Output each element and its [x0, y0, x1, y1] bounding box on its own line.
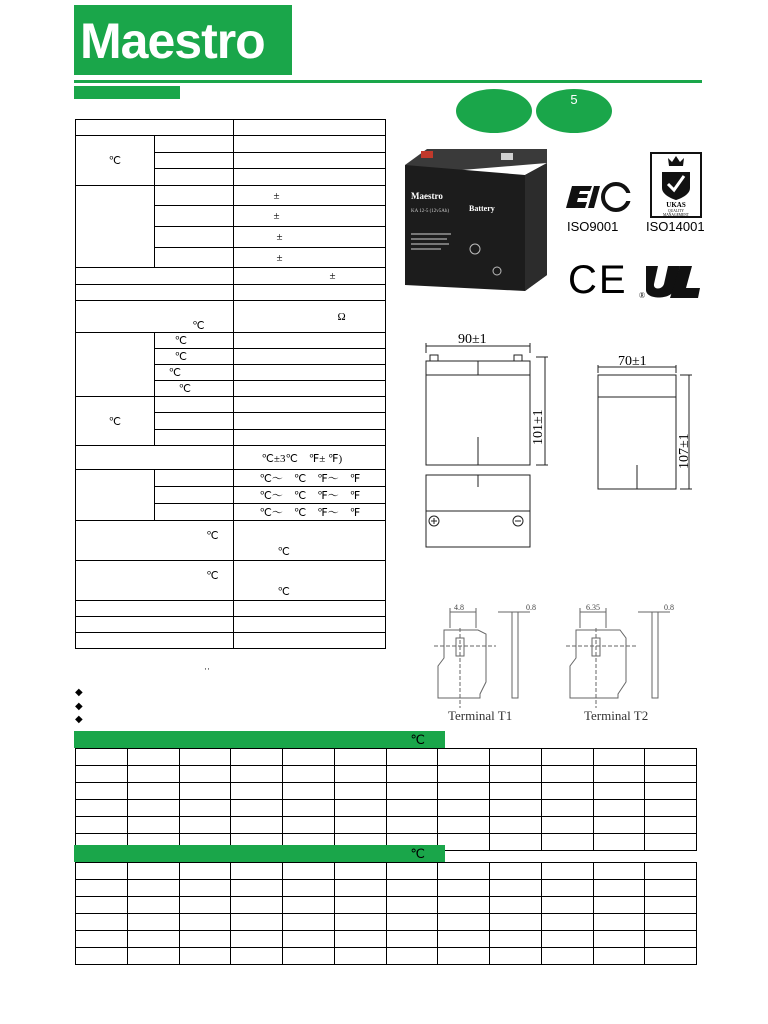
battery-label-word: Battery	[469, 204, 495, 213]
table-cell	[283, 914, 335, 931]
table-cell	[231, 863, 283, 880]
table-cell	[334, 931, 386, 948]
table-cell	[179, 897, 231, 914]
spec-cell	[154, 487, 233, 504]
table-cell	[438, 880, 490, 897]
table-cell	[179, 766, 231, 783]
table-cell	[386, 863, 438, 880]
side-width-label: 70±1	[618, 354, 647, 369]
spec-cell	[76, 186, 155, 268]
table-cell	[593, 914, 645, 931]
battery-photo	[397, 145, 555, 293]
ul-mark	[640, 262, 704, 302]
table-cell	[334, 800, 386, 817]
table-row	[76, 914, 697, 931]
spec-cell	[154, 413, 233, 430]
table-cell	[127, 914, 179, 931]
table-cell	[76, 897, 128, 914]
dimension-drawing	[400, 325, 710, 555]
spec-cell	[154, 153, 233, 169]
header-rule	[74, 80, 702, 83]
spec-cell	[233, 136, 385, 153]
table-cell	[490, 800, 542, 817]
spec-cell: ℃	[76, 397, 155, 446]
table-cell	[127, 749, 179, 766]
terminal-t1-label: Terminal T1	[448, 708, 513, 723]
table1-header-bar	[74, 731, 445, 748]
table-row	[76, 783, 697, 800]
table-cell	[334, 914, 386, 931]
spec-cell	[76, 633, 234, 649]
table-cell	[490, 834, 542, 851]
spec-cell	[154, 504, 233, 521]
table-row	[76, 931, 697, 948]
spec-cell: ±	[233, 186, 385, 206]
table-cell	[645, 834, 697, 851]
table-cell	[334, 897, 386, 914]
ukas-text-2: QUALITY	[668, 209, 684, 213]
spec-cell	[154, 430, 233, 446]
table-cell	[438, 914, 490, 931]
table-cell	[490, 783, 542, 800]
table-cell	[76, 800, 128, 817]
table-cell	[386, 766, 438, 783]
spec-cell: ℃	[76, 301, 234, 333]
spec-cell: ℃～ ℃ ℉～ ℉	[233, 487, 385, 504]
table-cell	[490, 897, 542, 914]
t2-dim-a: 6.35	[586, 603, 600, 612]
table-cell	[438, 948, 490, 965]
note-mark: ··	[204, 664, 210, 674]
table-cell	[541, 783, 593, 800]
table-cell	[179, 817, 231, 834]
table-cell	[231, 880, 283, 897]
discharge-table-1	[75, 748, 697, 851]
table-cell	[593, 783, 645, 800]
spec-cell: ℃	[76, 136, 155, 186]
table-cell	[334, 817, 386, 834]
table-cell	[593, 800, 645, 817]
spec-cell: ±	[233, 227, 385, 248]
spec-cell: ℃	[154, 365, 233, 381]
table-cell	[334, 783, 386, 800]
table-cell	[179, 749, 231, 766]
table-cell	[179, 863, 231, 880]
table-cell	[593, 880, 645, 897]
spec-cell: ℃	[154, 333, 233, 349]
spec-cell	[76, 617, 234, 633]
table-cell	[541, 880, 593, 897]
table-cell	[283, 863, 335, 880]
table-cell	[386, 800, 438, 817]
table-cell	[645, 749, 697, 766]
spec-cell: ℃	[154, 381, 233, 397]
table-cell	[231, 817, 283, 834]
ukas-logo	[650, 152, 702, 218]
spec-cell	[233, 285, 385, 301]
side-height-label: 107±1	[677, 433, 692, 469]
table-cell	[179, 880, 231, 897]
bullet-1: ◆	[75, 687, 83, 698]
table-cell	[283, 931, 335, 948]
table-cell	[438, 783, 490, 800]
t1-dim-a: 4.8	[454, 603, 464, 612]
table-cell	[231, 766, 283, 783]
table-cell	[386, 897, 438, 914]
table-cell	[334, 863, 386, 880]
table-cell	[490, 863, 542, 880]
spec-cell: ℃	[76, 521, 234, 561]
table-cell	[541, 800, 593, 817]
positive-terminal	[421, 151, 433, 158]
table-cell	[231, 931, 283, 948]
table-cell	[127, 766, 179, 783]
bullet-2: ◆	[75, 701, 83, 712]
table-cell	[593, 817, 645, 834]
table-cell	[231, 800, 283, 817]
spec-cell	[233, 413, 385, 430]
table-cell	[541, 897, 593, 914]
table-cell	[541, 863, 593, 880]
header-subbar	[74, 86, 180, 99]
table-cell	[334, 749, 386, 766]
table-cell	[76, 749, 128, 766]
table-cell	[127, 783, 179, 800]
registered-mark: ®	[639, 291, 646, 300]
pill-right-text: 5	[570, 92, 578, 107]
table-cell	[645, 863, 697, 880]
table-cell	[438, 766, 490, 783]
table-row	[76, 749, 697, 766]
table-cell	[541, 931, 593, 948]
table-row	[76, 817, 697, 834]
table-cell	[76, 863, 128, 880]
table-cell	[231, 897, 283, 914]
table-cell	[283, 783, 335, 800]
table-cell	[490, 880, 542, 897]
brand-name: Maestro	[80, 13, 265, 69]
table-cell	[386, 931, 438, 948]
table-cell	[541, 948, 593, 965]
spec-cell	[233, 153, 385, 169]
table-cell	[231, 783, 283, 800]
t2-dim-b: 0.8	[664, 603, 674, 612]
table-cell	[541, 914, 593, 931]
green-pill-right	[536, 89, 612, 133]
table-cell	[76, 766, 128, 783]
spec-cell	[154, 169, 233, 186]
spec-cell: ℃	[233, 561, 385, 601]
spec-cell: ℃～ ℃ ℉～ ℉	[233, 504, 385, 521]
spec-cell	[233, 430, 385, 446]
brand-logo	[74, 5, 292, 75]
table-cell	[593, 948, 645, 965]
battery-label-model: KA 12-5 (12v5Ah)	[411, 209, 450, 214]
table-cell	[127, 800, 179, 817]
table-cell	[490, 817, 542, 834]
table-cell	[386, 783, 438, 800]
spec-cell	[154, 248, 233, 268]
spec-cell	[76, 446, 234, 470]
table-cell	[76, 948, 128, 965]
spec-cell	[233, 633, 385, 649]
table-cell	[645, 880, 697, 897]
specification-table	[75, 119, 386, 649]
bullet-3: ◆	[75, 714, 83, 725]
table-cell	[541, 766, 593, 783]
table-cell	[541, 817, 593, 834]
table-cell	[438, 834, 490, 851]
table-cell	[438, 817, 490, 834]
spec-cell	[154, 136, 233, 153]
front-width-label: 90±1	[458, 332, 487, 347]
table-cell	[334, 948, 386, 965]
table-cell	[283, 800, 335, 817]
table-row	[76, 948, 697, 965]
table-cell	[179, 800, 231, 817]
spec-cell	[233, 333, 385, 349]
ukas-text-3: MANAGEMENT	[663, 213, 689, 217]
iso9001-label: ISO9001	[567, 219, 619, 234]
table-cell	[179, 931, 231, 948]
table-cell	[438, 863, 490, 880]
spec-cell: ±	[233, 268, 385, 285]
front-height-label: 101±1	[531, 409, 546, 445]
table-row	[76, 766, 697, 783]
table-cell	[645, 914, 697, 931]
spec-cell	[233, 365, 385, 381]
table-row	[76, 800, 697, 817]
table-cell	[127, 897, 179, 914]
table-cell	[490, 749, 542, 766]
table-cell	[179, 948, 231, 965]
table2-header-bar	[74, 845, 445, 862]
table-cell	[438, 800, 490, 817]
spec-cell	[76, 470, 155, 521]
terminal-t2-label: Terminal T2	[584, 708, 649, 723]
table-cell	[541, 749, 593, 766]
table-cell	[283, 880, 335, 897]
battery-label-brand: Maestro	[411, 191, 443, 201]
table2-header-unit: ℃	[410, 846, 425, 861]
table-cell	[490, 931, 542, 948]
spec-cell	[233, 601, 385, 617]
table-cell	[76, 783, 128, 800]
table-cell	[334, 766, 386, 783]
table-cell	[645, 800, 697, 817]
spec-cell	[76, 268, 234, 285]
table-cell	[179, 914, 231, 931]
spec-cell	[154, 186, 233, 206]
spec-cell	[76, 601, 234, 617]
iso14001-label: ISO14001	[646, 219, 705, 234]
table-cell	[127, 817, 179, 834]
table-cell	[490, 766, 542, 783]
table-cell	[490, 914, 542, 931]
spec-cell	[233, 617, 385, 633]
spec-cell	[154, 470, 233, 487]
table-cell	[593, 931, 645, 948]
spec-cell: ℃±3℃ ℉± ℉)	[233, 446, 385, 470]
ukas-text-1: UKAS	[666, 201, 686, 209]
table-cell	[593, 749, 645, 766]
table-cell	[386, 817, 438, 834]
table-cell	[645, 897, 697, 914]
table-cell	[386, 948, 438, 965]
table-cell	[127, 931, 179, 948]
table-cell	[283, 948, 335, 965]
table-cell	[76, 817, 128, 834]
table-cell	[386, 749, 438, 766]
table-cell	[593, 863, 645, 880]
table-cell	[593, 834, 645, 851]
t1-dim-b: 0.8	[526, 603, 536, 612]
green-pill-left	[456, 89, 532, 133]
table-cell	[231, 749, 283, 766]
spec-cell	[233, 349, 385, 365]
spec-cell	[154, 206, 233, 227]
table-cell	[76, 931, 128, 948]
table-cell	[645, 817, 697, 834]
spec-cell: ℃～ ℃ ℉～ ℉	[233, 470, 385, 487]
negative-terminal	[501, 153, 513, 160]
spec-cell: ℃	[154, 349, 233, 365]
table-cell	[593, 897, 645, 914]
table-cell	[127, 863, 179, 880]
spec-cell: ±	[233, 206, 385, 227]
terminal-drawing	[430, 598, 710, 726]
spec-cell	[76, 285, 234, 301]
spec-cell: ℃	[233, 521, 385, 561]
spec-cell	[233, 120, 385, 136]
spec-cell	[76, 120, 234, 136]
table-cell	[283, 749, 335, 766]
table-cell	[76, 914, 128, 931]
table-cell	[386, 914, 438, 931]
spec-cell	[233, 397, 385, 413]
table-cell	[231, 948, 283, 965]
table-cell	[438, 897, 490, 914]
table-cell	[386, 880, 438, 897]
ce-mark: CE	[568, 258, 628, 302]
spec-cell: Ω	[233, 301, 385, 333]
spec-cell	[76, 333, 155, 397]
table-row	[76, 897, 697, 914]
discharge-table-2	[75, 862, 697, 965]
table-cell	[438, 931, 490, 948]
table-cell	[283, 817, 335, 834]
table-cell	[283, 897, 335, 914]
spec-cell	[233, 169, 385, 186]
table-row	[76, 863, 697, 880]
eic-logo	[566, 180, 632, 214]
table-cell	[179, 783, 231, 800]
table-cell	[593, 766, 645, 783]
spec-cell: ±	[233, 248, 385, 268]
table-cell	[645, 931, 697, 948]
table-cell	[541, 834, 593, 851]
spec-cell	[154, 397, 233, 413]
table1-header-unit: ℃	[410, 732, 425, 747]
spec-cell	[233, 381, 385, 397]
table-row	[76, 880, 697, 897]
table-cell	[283, 766, 335, 783]
table-cell	[645, 783, 697, 800]
table-cell	[76, 880, 128, 897]
table-cell	[127, 880, 179, 897]
table-cell	[334, 880, 386, 897]
spec-cell: ℃	[76, 561, 234, 601]
table-cell	[438, 749, 490, 766]
table-cell	[645, 948, 697, 965]
table-cell	[490, 948, 542, 965]
table-cell	[645, 766, 697, 783]
table-cell	[127, 948, 179, 965]
spec-cell	[154, 227, 233, 248]
table-cell	[231, 914, 283, 931]
